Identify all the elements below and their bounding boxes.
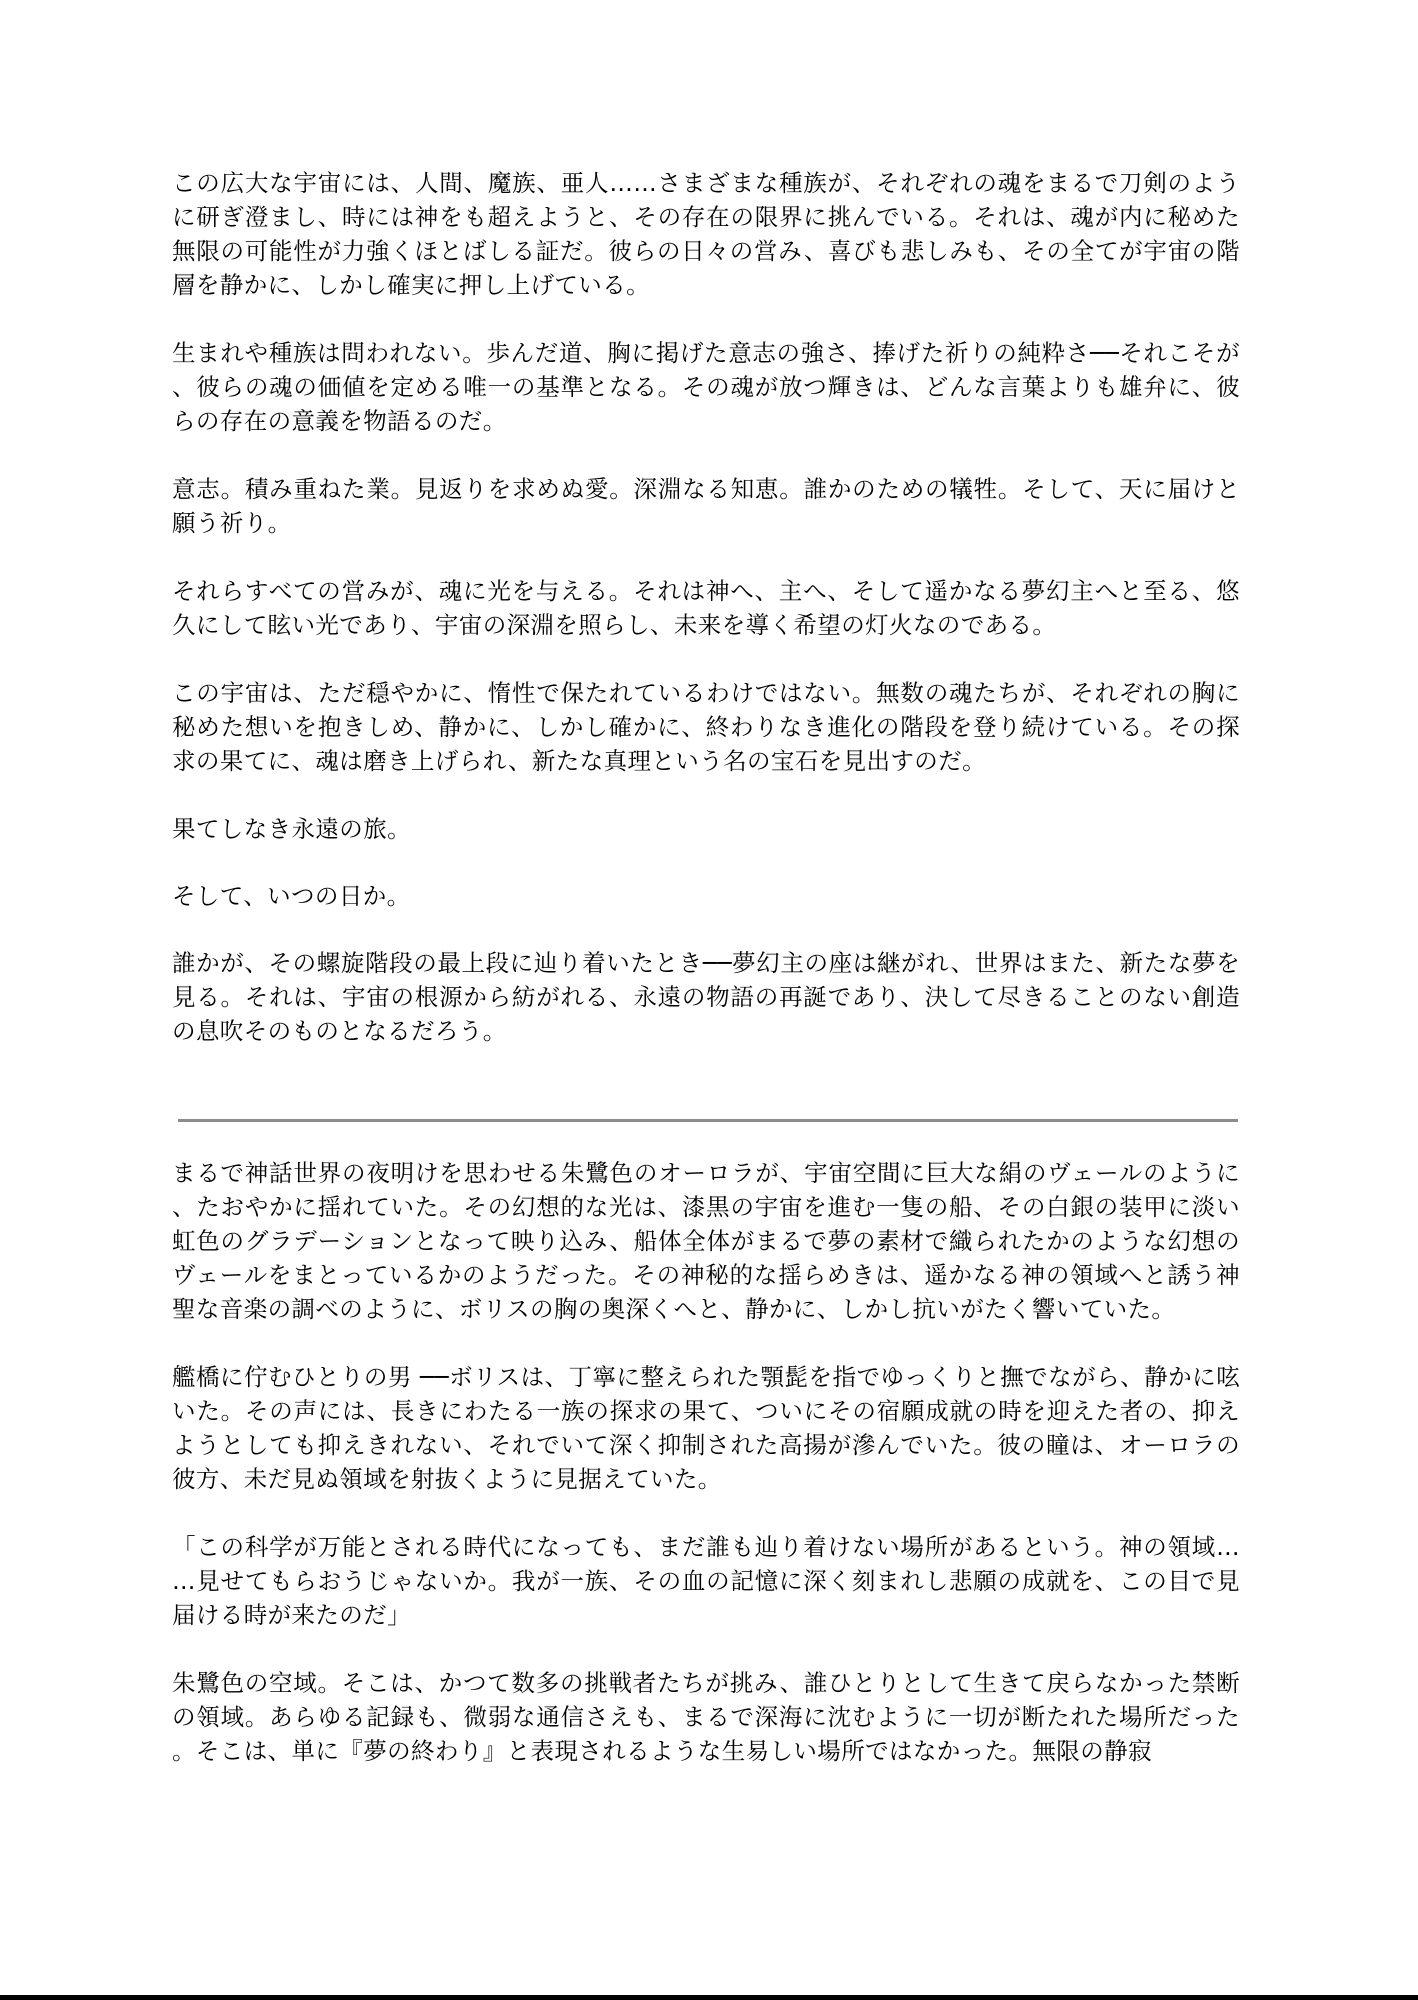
paragraph: 意志。積み重ねた業。見返りを求めぬ愛。深淵なる知恵。誰かのための犠牲。そして、天に届けと願う祈り。 — [172, 475, 1240, 537]
paragraph: この広大な宇宙には、人間、魔族、亜人……さまざまな種族が、それぞれの魂をまるで刀剣のように研ぎ澄まし、時には神をも超えようと、その存在の限界に挑んでいる。それは、魂が内に秘めた無限の可能性が力強くほとばしる証だ。彼らの日々の営み、喜びも悲しみも、その全てが宇宙の階層を静かに、しかし確実に押し上げている。 — [172, 169, 1240, 299]
paragraph: 艦橋に佇むひとりの男 ──ボリスは、丁寧に整えられた顎髭を指でゆっくりと撫でながら、静かに呟いた。その声には、長きにわたる一族の探求の果て、ついにその宿願成就の時を迎えた者の、抑えようとしても抑えきれない、それでいて深く抑制された高揚が滲んでいた。彼の瞳は、オーロラの彼方、未だ見ぬ領域を射抜くように見据えていた。 — [172, 1363, 1240, 1493]
paragraph: この宇宙は、ただ穏やかに、惰性で保たれているわけではない。無数の魂たちが、それぞれの胸に秘めた想いを抱きしめ、静かに、しかし確かに、終わりなき進化の階段を登り続けている。その探求の果てに、魂は磨き上げられ、新たな真理という名の宝石を見出すのだ。 — [172, 679, 1240, 775]
chapter-section — [172, 1156, 1240, 1802]
paragraph: まるで神話世界の夜明けを思わせる朱鷺色のオーロラが、宇宙空間に巨大な絹のヴェールのように、たおやかに揺れていた。その幻想的な光は、漆黒の宇宙を進む一隻の船、その白銀の装甲に淡い虹色のグラデーションとなって映り込み、船体全体がまるで夢の素材で織られたかのような幻想のヴェールをまとっているかのようだった。その神秘的な揺らめきは、遥かなる神の領域へと誘う神聖な音楽の調べのように、ボリスの胸の奥深くへと、静かに、しかし抗いがたく響いていた。 — [172, 1159, 1240, 1323]
page-bottom-border — [0, 1995, 1418, 2000]
dialogue-paragraph: 「この科学が万能とされる時代になっても、まだ誰も辿り着けない場所があるという。神の領域……見せてもらおうじゃないか。我が一族、その血の記憶に深く刻まれし悲願の成就を、この目で見届ける時が来たのだ」 — [172, 1533, 1240, 1629]
paragraph: 誰かが、その螺旋階段の最上段に辿り着いたとき──夢幻主の座は継がれ、世界はまた、新たな夢を見る。それは、宇宙の根源から紡がれる、永遠の物語の再誕であり、決して尽きることのない創造の息吹そのものとなるだろう。 — [172, 949, 1240, 1045]
paragraph: 果てしなき永遠の旅。 — [172, 815, 411, 843]
paragraph: そして、いつの日か。 — [172, 882, 411, 910]
paragraph: 朱鷺色の空域。そこは、かつて数多の挑戦者たちが挑み、誰ひとりとして生きて戻らなかった禁断の領域。あらゆる記録も、微弱な通信さえも、まるで深海に沈むように一切が断たれた場所だった。そこは、単に『夢の終わり』と表現されるような生易しい場所ではなかった。無限の静寂 — [172, 1669, 1240, 1765]
paragraph: 生まれや種族は問われない。歩んだ道、胸に掲げた意志の強さ、捧げた祈りの純粋さ──それこそが、彼らの魂の価値を定める唯一の基準となる。その魂が放つ輝きは、どんな言葉よりも雄弁に、彼らの存在の意義を物語るのだ。 — [172, 339, 1240, 435]
prologue-section — [172, 166, 1240, 1082]
section-divider — [178, 1119, 1238, 1122]
paragraph: それらすべての営みが、魂に光を与える。それは神へ、主へ、そして遥かなる夢幻主へと至る、悠久にして眩い光であり、宇宙の深淵を照らし、未来を導く希望の灯火なのである。 — [172, 577, 1240, 639]
